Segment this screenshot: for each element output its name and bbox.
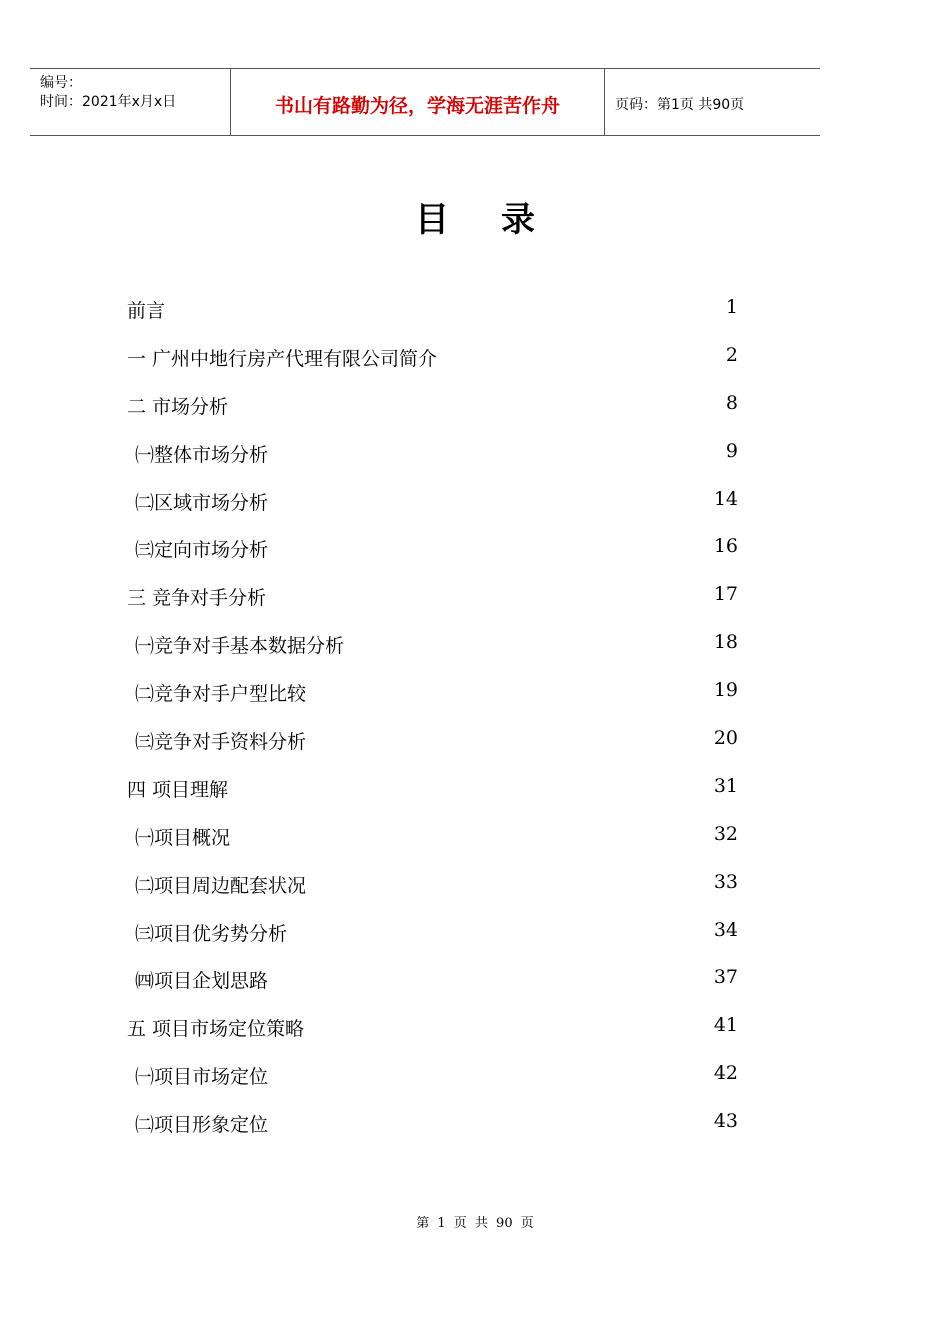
toc-entry[interactable]: [127, 915, 738, 963]
toc-entry-label: 五 项目市场定位策略: [127, 1018, 305, 1041]
toc-entry[interactable]: [127, 484, 738, 532]
toc-entry-page: 8: [725, 391, 738, 414]
toc-entry-page: 9: [725, 439, 738, 462]
header-info-cell: [30, 69, 231, 135]
toc-entry[interactable]: [127, 723, 738, 771]
header-page-cell: [605, 69, 820, 135]
toc-entry-page: 31: [713, 774, 738, 797]
toc-entry-page: 14: [713, 487, 738, 510]
toc-entry-page: 17: [713, 583, 738, 606]
toc-entry-page: 16: [713, 535, 738, 558]
toc-entry-label: 三 竞争对手分析: [127, 587, 267, 610]
toc-entry[interactable]: [127, 1058, 738, 1106]
toc-entry-page: 34: [713, 918, 738, 941]
toc-entry-page: 2: [725, 343, 738, 366]
toc-entry[interactable]: [127, 962, 738, 1010]
document-time-label: 时间：2021年x月x日: [40, 94, 177, 110]
toc-entry-label: ㈠项目市场定位: [135, 1066, 269, 1089]
toc-entry-label: ㈢竞争对手资料分析: [135, 731, 307, 754]
toc-entry-page: 42: [713, 1062, 738, 1085]
toc-entry[interactable]: [127, 819, 738, 867]
toc-entry-label: 四 项目理解: [127, 778, 229, 801]
toc-entry[interactable]: [127, 340, 738, 388]
page-footer: 第 1 页 共 90 页: [416, 1216, 534, 1231]
toc-entry-label: ㈠项目概况: [135, 826, 231, 849]
toc-entry-page: 37: [713, 966, 738, 989]
toc-entry-label: ㈣项目企划思路: [135, 970, 269, 993]
toc-entry[interactable]: [127, 579, 738, 627]
toc-entry-label: ㈢项目优劣势分析: [135, 922, 288, 945]
toc-entry-label: 二 市场分析: [127, 395, 229, 418]
toc-entry-label: 一 广州中地行房产代理有限公司简介: [127, 347, 438, 370]
toc-entry-label: ㈡竞争对手户型比较: [135, 683, 307, 706]
header-motto: 书山有路勤为径，学海无涯苦作舟: [274, 95, 560, 117]
toc-entry-label: ㈡项目周边配套状况: [135, 874, 307, 897]
header-page-count: 页码：第1页 共90页: [615, 97, 745, 113]
toc-entry-page: 41: [713, 1014, 738, 1037]
toc-entry-label: ㈠整体市场分析: [135, 443, 269, 466]
toc-entry-page: 32: [713, 822, 738, 845]
toc-entry-label: ㈠竞争对手基本数据分析: [135, 635, 345, 658]
toc-entry-page: 18: [713, 631, 738, 654]
page-title: 目录: [415, 200, 587, 240]
toc-entry[interactable]: [127, 675, 738, 723]
toc-entry[interactable]: [127, 867, 738, 915]
document-number-label: 编号：: [40, 75, 82, 91]
toc-entry-label: ㈡项目形象定位: [135, 1114, 269, 1137]
toc-entry[interactable]: [127, 1106, 738, 1154]
toc-entry-label: ㈡区域市场分析: [135, 491, 269, 514]
toc-entry[interactable]: [127, 771, 738, 819]
header-motto-cell: [231, 69, 605, 135]
toc-entry[interactable]: [127, 1010, 738, 1058]
table-of-contents: [127, 292, 738, 1154]
toc-entry-page: 33: [713, 870, 738, 893]
toc-entry[interactable]: [127, 531, 738, 579]
page-header: [30, 68, 820, 136]
toc-entry[interactable]: [127, 436, 738, 484]
toc-entry[interactable]: [127, 388, 738, 436]
toc-entry-page: 19: [713, 679, 738, 702]
toc-entry-page: 20: [713, 727, 738, 750]
toc-entry-page: 43: [713, 1110, 738, 1133]
toc-entry[interactable]: [127, 292, 738, 340]
toc-entry-label: 前言: [127, 300, 166, 322]
toc-entry-label: ㈢定向市场分析: [135, 539, 269, 562]
toc-entry[interactable]: [127, 627, 738, 675]
toc-entry-page: 1: [725, 296, 738, 318]
